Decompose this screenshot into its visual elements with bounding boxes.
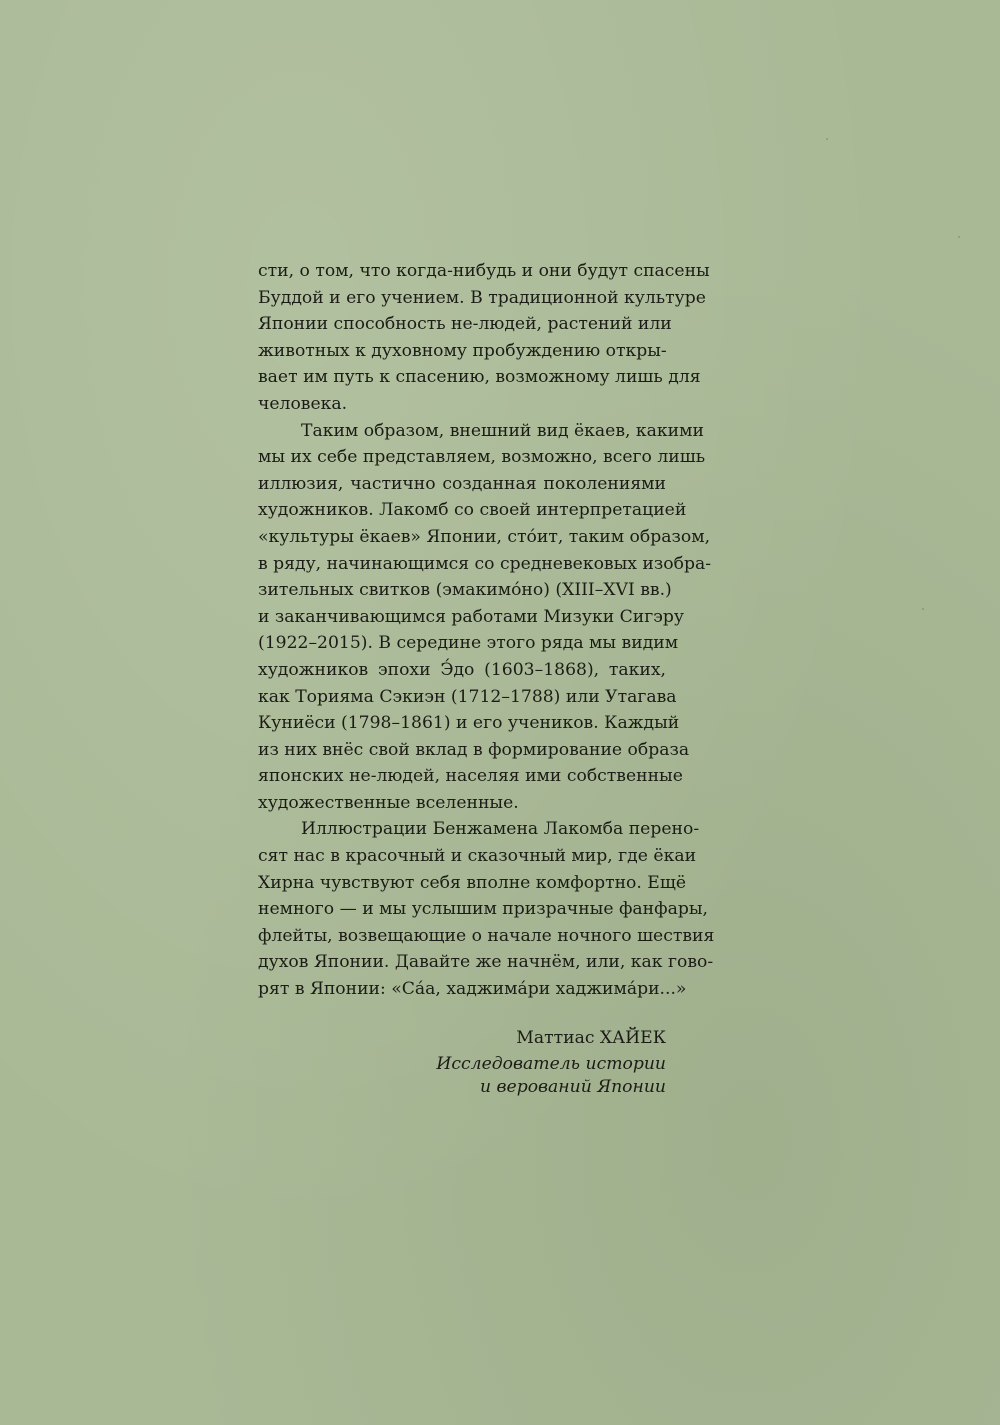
- text-line: вает им путь к спасению, возможному лишь для: [258, 367, 701, 388]
- text-line: иллюзия, частично созданная поколениями: [258, 473, 666, 494]
- text-line: Японии способность не-людей, растений или: [258, 314, 672, 335]
- body-text: [258, 258, 715, 1003]
- text-line: человека.: [258, 393, 348, 414]
- text-line: Таким образом, внешний вид ёкаев, какими: [301, 420, 704, 441]
- text-line: и заканчивающимся работами Мизуки Сигэру: [258, 606, 684, 627]
- text-line: (1922–2015). В середине этого ряда мы видим: [258, 633, 679, 654]
- text-line: японских не-людей, населяя ими собственные: [258, 766, 683, 787]
- text-line: рят в Японии: «Са́а, хаджима́ри хаджима́ри...»: [258, 979, 687, 1000]
- paper-speck: [958, 236, 960, 238]
- paragraph-3: [258, 816, 715, 1002]
- paper-speck: [922, 608, 924, 610]
- text-line: художников эпохи Э́до (1603–1868), таких,: [258, 659, 666, 680]
- text-line: животных к духовному пробуждению откры-: [258, 340, 667, 361]
- text-line: из них внёс свой вклад в формирование образа: [258, 739, 690, 760]
- text-line: духов Японии. Давайте же начнём, или, как гово-: [258, 952, 714, 973]
- paper-speck: [826, 138, 828, 140]
- text-line: зительных свитков (эмакимо́но) (XIII–XVI вв.): [258, 580, 672, 601]
- text-line: художников. Лакомб со своей интерпретацией: [258, 500, 687, 521]
- text-line: сти, о том, что когда-нибудь и они будут спасены: [258, 261, 710, 281]
- text-line: флейты, возвещающие о начале ночного шествия: [258, 925, 715, 946]
- author-name: Маттиас ХАЙЕК: [516, 1028, 666, 1048]
- text-line: «культуры ёкаев» Японии, сто́ит, таким образом,: [258, 526, 711, 547]
- paragraph-2: [258, 418, 712, 817]
- text-line: в ряду, начинающимся со средневековых изобра-: [258, 553, 712, 574]
- text-line: Хирна чувствуют себя вполне комфортно. Ещё: [258, 872, 687, 893]
- text-line: Буддой и его учением. В традиционной культуре: [258, 287, 706, 308]
- text-line: немного — и мы услышим призрачные фанфары,: [258, 899, 708, 920]
- author-title-line-2: и верований Японии: [480, 1077, 666, 1097]
- text-line: мы их себе представляем, возможно, всего лишь: [258, 447, 706, 468]
- text-line: как Торияма Сэкиэн (1712–1788) или Утагава: [258, 686, 677, 707]
- paragraph-1: [258, 258, 710, 418]
- text-line: Куниёси (1798–1861) и его учеников. Каждый: [258, 713, 680, 734]
- text-line: Иллюстрации Бенжамена Лакомба перено-: [301, 819, 700, 840]
- author-title-line-1: Исследователь истории: [436, 1053, 666, 1074]
- signature-block: [258, 1027, 666, 1100]
- text-line: сят нас в красочный и сказочный мир, где ёкаи: [258, 846, 697, 867]
- text-line: художественные вселенные.: [258, 792, 519, 813]
